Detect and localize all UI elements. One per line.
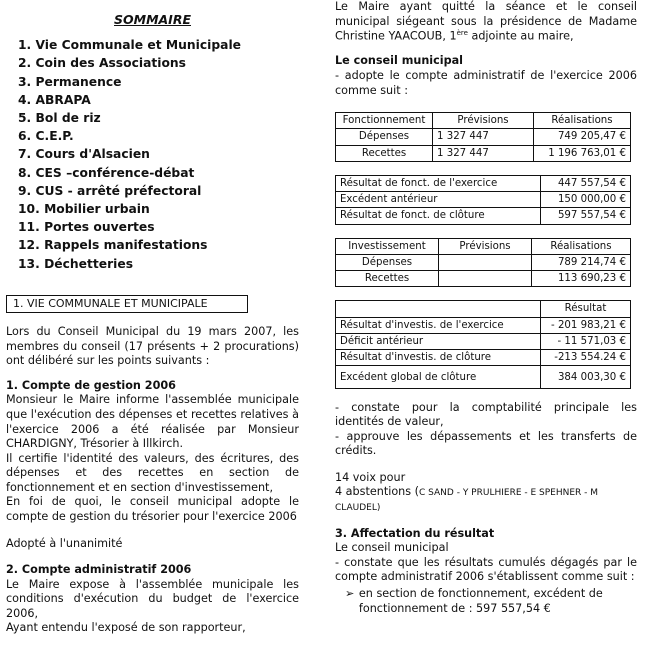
toc-item: 8. CES –conférence-débat [18, 165, 195, 180]
toc-item: 11. Portes ouvertes [18, 220, 155, 235]
table-cell: 113 690,23 € [532, 271, 631, 287]
conseil-line: Le conseil municipal [335, 541, 449, 555]
heading-affectation: 3. Affectation du résultat [335, 526, 495, 540]
section-heading-box: 1. VIE COMMUNALE ET MUNICIPALE [6, 295, 248, 313]
table-header: Prévisions [433, 113, 534, 129]
table-cell: Recettes [336, 271, 439, 287]
toc-item: 10. Mobilier urbain [18, 202, 150, 217]
toc-item: 6. C.E.P. [18, 129, 74, 144]
table-cell [336, 301, 541, 317]
resultat-investissement-table [335, 300, 631, 388]
table-cell: Recettes [336, 145, 433, 161]
table-cell [439, 254, 532, 270]
table-row [336, 317, 631, 333]
toc-item: 4. ABRAPA [18, 92, 91, 107]
table-row [336, 333, 631, 349]
table-cell: Résultat d'investis. de clôture [336, 350, 541, 366]
table-cell: - 11 571,03 € [541, 333, 631, 349]
table-of-contents [6, 36, 299, 273]
paragraph: Il certifie l'identité des valeurs, des écritures, des dépenses et des recettes en section de fonctionnement et en section d'investissement, [6, 451, 299, 494]
table-row [336, 175, 631, 191]
bullet-item [345, 587, 637, 616]
table-header: Fonctionnement [336, 113, 433, 129]
table-row [336, 145, 631, 161]
table-row [336, 208, 631, 224]
toc-item: 9. CUS - arrêté préfectoral [18, 183, 202, 198]
table-header: Réalisations [534, 113, 631, 129]
text: 4 abstentions ( [335, 485, 419, 499]
table-cell: Excédent antérieur [336, 192, 541, 208]
arrow-bullet-icon: ➢ [345, 587, 355, 601]
toc-item: 13. Déchetteries [18, 256, 134, 271]
intro-paragraph: Lors du Conseil Municipal du 19 mars 2007, les membres du conseil (17 présents + 2 procurations) ont délibéré sur les points suivants : [6, 325, 299, 368]
adopt-line: - adopte le compte administratif de l'exercice 2006 comme suit : [335, 68, 637, 97]
heading-compte-administratif: 2. Compte administratif 2006 [6, 563, 192, 577]
heading-compte-gestion: 1. Compte de gestion 2006 [6, 378, 176, 392]
left-column [6, 12, 299, 636]
sommaire-title: SOMMAIRE [114, 12, 191, 27]
superscript: ère [456, 29, 468, 38]
resultat-fonctionnement-table [335, 175, 631, 225]
conseil-heading: Le conseil municipal [335, 54, 463, 68]
fonctionnement-table [335, 112, 631, 162]
table-header: Prévisions [439, 238, 532, 254]
table-cell: 597 557,54 € [541, 208, 631, 224]
table-header: Investissement [336, 238, 439, 254]
investissement-table [335, 238, 631, 288]
table-cell: 749 205,47 € [534, 129, 631, 145]
table-header: Réalisations [532, 238, 631, 254]
table-row [336, 129, 631, 145]
toc-item: 2. Coin des Associations [18, 56, 186, 71]
table-cell: Dépenses [336, 129, 433, 145]
adopted-text: Adopté à l'unanimité [6, 536, 123, 550]
abstentions [335, 485, 637, 514]
table-cell: Déficit antérieur [336, 333, 541, 349]
table-cell [439, 271, 532, 287]
table-header: Résultat [541, 301, 631, 317]
paragraph: Ayant entendu l'exposé de son rapporteur, [6, 621, 246, 635]
table-row [336, 271, 631, 287]
table-cell: 1 327 447 [433, 129, 534, 145]
table-cell: 384 003,30 € [541, 366, 631, 388]
table-cell: 1 327 447 [433, 145, 534, 161]
table-cell: Excédent global de clôture [336, 366, 541, 388]
table-cell: 1 196 763,01 € [534, 145, 631, 161]
bullet-text: en section de fonctionnement, excédent de fonctionnement de : 597 557,54 € [358, 587, 603, 615]
toc-item: 1. Vie Communale et Municipale [18, 38, 242, 53]
paragraph: En foi de quoi, le conseil municipal adopte le compte de gestion du trésorier pour l'exercice 2006 [6, 495, 299, 523]
constate2-line: - constate que les résultats cumulés dégagés par le compte administratif 2006 s'établissent comme suit : [335, 555, 637, 584]
paragraph: Le Maire expose à l'assemblée municipale les conditions d'exécution du budget de l'exercice 2006, [6, 577, 299, 620]
table-cell: Résultat d'investis. de l'exercice [336, 317, 541, 333]
votes-pour: 14 voix pour [335, 470, 406, 484]
right-column [335, 0, 637, 616]
table-cell: Résultat de fonct. de l'exercice [336, 175, 541, 191]
toc-item: 5. Bol de riz [18, 111, 101, 126]
table-cell: -213 554.24 € [541, 350, 631, 366]
table-cell: 447 557,54 € [541, 175, 631, 191]
approuve-line: - approuve les dépassements et les transferts de crédits. [335, 429, 637, 458]
constate-line: - constate pour la comptabilité principale les identités de valeur, [335, 400, 637, 429]
table-cell: 150 000,00 € [541, 192, 631, 208]
paragraph: Monsieur le Maire informe l'assemblée municipale que l'exécution des dépenses et recettes relatives à l'exercice 2006 a été réalisée par Monsieur CHARDIGNY, Trésorier à Illkirch. [6, 393, 299, 451]
toc-item: 12. Rappels manifestations [18, 238, 208, 253]
table-row [336, 192, 631, 208]
text: Le Maire ayant quitté la séance et le conseil municipal siégeant sous la présidence de Madame Christine YAACOUB, 1 [335, 0, 637, 43]
table-cell: Dépenses [336, 254, 439, 270]
table-cell: 789 214,74 € [532, 254, 631, 270]
right-intro [335, 0, 637, 44]
table-cell: Résultat de fonct. de clôture [336, 208, 541, 224]
table-row [336, 254, 631, 270]
table-row-total [336, 366, 631, 388]
toc-item: 3. Permanence [18, 74, 122, 89]
table-row [336, 350, 631, 366]
table-cell: - 201 983,21 € [541, 317, 631, 333]
text: adjointe au maire, [467, 29, 574, 43]
toc-item: 7. Cours d'Alsacien [18, 147, 150, 162]
abstention-names: C SAND - Y PRULHIERE - E SPEHNER - M CLAUDEL) [335, 488, 599, 514]
